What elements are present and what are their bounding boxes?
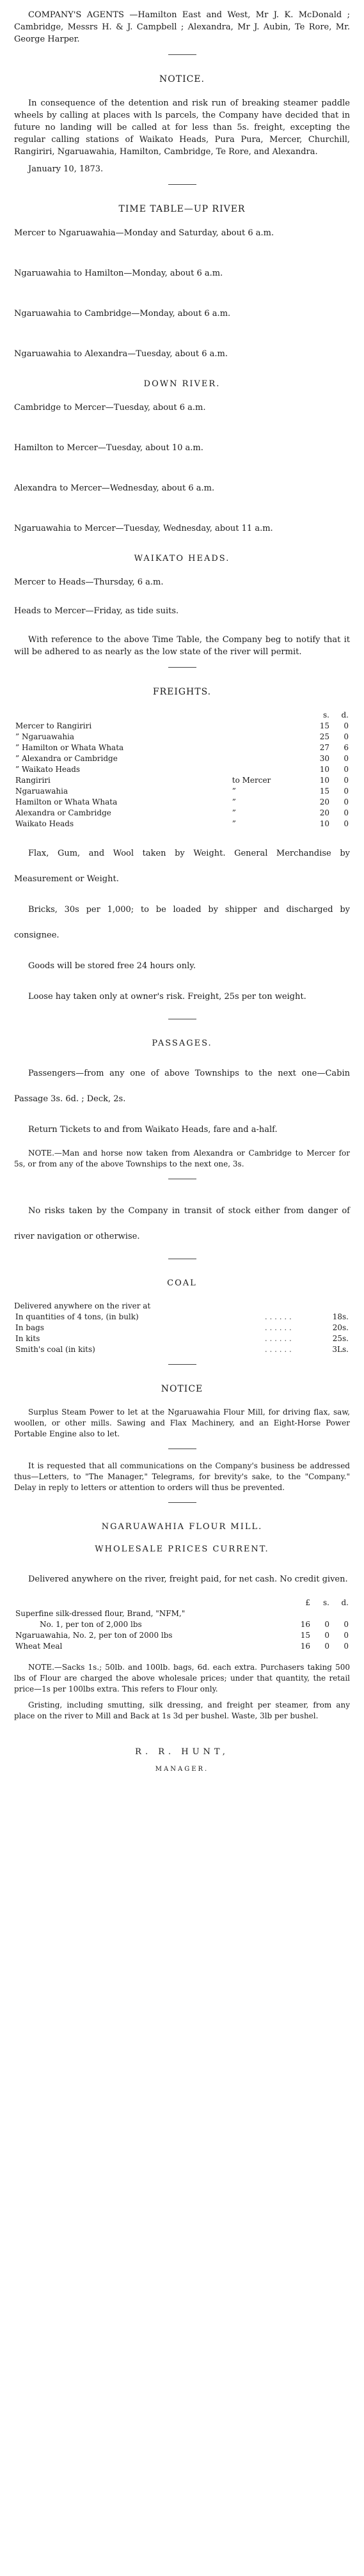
freight-route: Rangiriri [15, 776, 51, 785]
heads-line: Heads to Mercer—Friday, as tide suits. [14, 606, 179, 616]
unit-pence: d. [341, 711, 349, 719]
passages-paragraph: Passengers—from any one of above Townships to the next one—Cabin Passage 3s. 6d. ; Deck, 2s. [14, 1069, 350, 1104]
notice-body: In consequence of the detention and risk run of breaking steamer paddle wheels by calling at places with ls parcels, the Company have decided that in future no landing will be called at for less than 5s. freight, excepting the regular calling stations of Waikato Heads, Pura Pura, Mercer, Churchill, Rangiriri, Ngaruawahia, Hamilton, Cambridge, Te Rore, and Alexandra. [14, 98, 350, 157]
freight-row [14, 819, 350, 829]
mill-title: NGARUAWAHIA FLOUR MILL. [101, 1522, 263, 1532]
freight-route: Alexandra or Cambridge [15, 808, 111, 817]
freight-dest: ” [232, 787, 236, 796]
divider [168, 1364, 196, 1365]
down-line: Hamilton to Mercer—Tuesday, about 10 a.m. [14, 443, 203, 453]
coal-row: Smith's coal (in kits) . . . . . . 3Ls. [15, 1345, 349, 1354]
coal-row: In quantities of 4 tons, (in bulk) . . . . . . 18s. [15, 1312, 349, 1321]
freight-s: 15 [319, 721, 329, 730]
freight-dest [231, 742, 312, 753]
coal-row: In kits . . . . . . 25s. [15, 1334, 349, 1343]
down-river-title: DOWN RIVER. [143, 379, 221, 389]
agents-paragraph: COMPANY'S AGENTS —Hamilton East and West, Mr J. K. McDonald ; Cambridge, Messrs H. & J. Campbell ; Alexandra, Mr J. Aubin, Te Rore, Mr. George Harper. [14, 10, 350, 44]
down-line: Ngaruawahia to Mercer—Tuesday, Wednesday, about 11 a.m. [14, 524, 273, 533]
price-s: 0 [324, 1620, 329, 1629]
freight-route: ” Waikato Heads [15, 765, 81, 774]
freight-d: 0 [344, 754, 349, 763]
price-d: 0 [344, 1642, 349, 1651]
freight-s: 30 [319, 754, 329, 763]
freight-d: 0 [344, 776, 349, 785]
freight-s: 20 [319, 808, 329, 817]
price-row [14, 1641, 350, 1652]
freight-s: 10 [319, 765, 329, 774]
coal-label: In bags [15, 1323, 44, 1332]
freight-dest [231, 732, 312, 742]
divider [168, 667, 196, 668]
sacks-note: NOTE.—Sacks 1s.; 50lb. and 100lb. bags, 6d. each extra. Purchasers taking 500 lbs of Flour are charged the above wholesale prices; under that quantity, the retail price—1s per 100lbs extra. This refers to Flour only. [14, 1663, 350, 1693]
freight-s: 15 [319, 787, 329, 796]
price-l [292, 1608, 312, 1619]
down-line: Cambridge to Mercer—Tuesday, about 6 a.m. [14, 403, 206, 412]
coal-title: COAL [167, 1278, 197, 1288]
gristing-paragraph: Gristing, including smutting, silk dressing, and freight per steamer, from any place on the river to Mill and Back at 1s 3d per bushel. Waste, 3lb per bushel. [14, 1700, 350, 1720]
freight-route: Ngaruawahia [15, 787, 68, 796]
freight-d: 0 [344, 797, 349, 806]
flax-paragraph: Flax, Gum, and Wool taken by Weight. General Merchandise by Measurement or Weight. [14, 849, 350, 884]
price-d: 0 [344, 1620, 349, 1629]
price-d [331, 1608, 350, 1619]
freight-d: 0 [344, 765, 349, 774]
price-l: 16 [300, 1642, 310, 1651]
freight-route: ” Hamilton or Whata Whata [15, 743, 124, 752]
price-unit-row [14, 1598, 350, 1608]
coal-label: In quantities of 4 tons, (in bulk) [15, 1312, 139, 1321]
coal-price: 25s. [332, 1334, 349, 1343]
down-line: Alexandra to Mercer—Wednesday, about 6 a.m. [14, 483, 215, 493]
freight-dest: ” [232, 797, 236, 806]
price-label: Superfine silk-dressed flour, Brand, "NFM," [15, 1609, 186, 1618]
coal-label: Smith's coal (in kits) [15, 1345, 95, 1354]
price-s: 0 [324, 1631, 329, 1640]
passages-title: PASSAGES. [152, 1039, 212, 1048]
freight-d: 0 [344, 721, 349, 730]
freight-d: 0 [344, 787, 349, 796]
notice2-title: NOTICE [161, 1384, 203, 1394]
divider [168, 1502, 196, 1503]
freight-route: ” Ngaruawahia [15, 732, 75, 741]
price-row [14, 1619, 350, 1630]
prices-table [14, 1598, 350, 1652]
signature-role: MANAGER. [155, 1766, 209, 1773]
heads-line: Mercer to Heads—Thursday, 6 a.m. [14, 577, 164, 587]
freight-s: 20 [319, 797, 329, 806]
freights-table [14, 710, 350, 829]
price-row [14, 1630, 350, 1641]
freights-unit-row [14, 710, 350, 721]
price-label: No. 1, per ton of 2,000 lbs [40, 1620, 142, 1629]
freight-row [14, 721, 350, 732]
freight-s: 27 [319, 743, 329, 752]
freight-route: Hamilton or Whata Whata [15, 797, 118, 806]
coal-price: 18s. [332, 1312, 349, 1321]
note-paragraph: NOTE.—Man and horse now taken from Alexandra or Cambridge to Mercer for 5s, or from any of the above Townships to the next one, 3s. [14, 1149, 350, 1168]
freight-d: 6 [344, 743, 349, 752]
freights-title: FREIGHTS. [152, 687, 212, 697]
up-line: Mercer to Ngaruawahia—Monday and Saturday, about 6 a.m. [14, 228, 274, 238]
goods-paragraph: Goods will be stored free 24 hours only. [28, 961, 196, 971]
freight-s: 10 [319, 819, 329, 828]
heads-note: With reference to the above Time Table, the Company beg to notify that it will be adhered to as nearly as the low state of the river will permit. [14, 635, 350, 657]
up-line: Ngaruawahia to Alexandra—Tuesday, about 6 a.m. [14, 349, 228, 359]
notice-title: NOTICE. [159, 74, 205, 84]
freight-dest [231, 764, 312, 775]
freight-row [14, 775, 350, 786]
divider [168, 54, 196, 55]
price-s [312, 1608, 331, 1619]
freight-route: Waikato Heads [15, 819, 74, 828]
prices-intro: Delivered anywhere on the river, freight paid, for net cash. No credit given. [28, 1575, 348, 1584]
unit-shillings: s. [323, 711, 329, 719]
timetable-up-title: TIME TABLE—UP RIVER [118, 204, 246, 214]
coal-price: 3Ls. [332, 1345, 349, 1354]
waikato-heads-title: WAIKATO HEADS. [134, 554, 230, 563]
notice2-body: Surplus Steam Power to let at the Ngaruawahia Flour Mill, for driving flax, saw, woollen, or other mills. Sawing and Flax Machinery, and an Eight-Horse Power Portable Engine also to let. [14, 1408, 350, 1438]
price-d: 0 [344, 1631, 349, 1640]
freight-dest [231, 721, 312, 732]
freight-row [14, 742, 350, 753]
price-s: 0 [324, 1642, 329, 1651]
unit-pounds: £ [305, 1598, 310, 1607]
signature: R. R. HUNT, [135, 1747, 229, 1757]
unit-pence: d. [341, 1598, 349, 1607]
price-l: 16 [300, 1620, 310, 1629]
coal-row: In bags . . . . . . 20s. [15, 1323, 349, 1332]
freight-d: 0 [344, 819, 349, 828]
price-row [14, 1608, 350, 1619]
price-label: Wheat Meal [15, 1642, 63, 1651]
freight-d: 0 [344, 732, 349, 741]
coal-price: 20s. [332, 1323, 349, 1332]
freight-row [14, 797, 350, 808]
freight-dest [231, 753, 312, 764]
coal-label: In kits [15, 1334, 40, 1343]
loose-hay-paragraph: Loose hay taken only at owner's risk. Freight, 25s per ton weight. [28, 992, 306, 1001]
coal-intro: Delivered anywhere on the river at [14, 1301, 151, 1310]
freight-row [14, 732, 350, 742]
price-l: 15 [300, 1631, 310, 1640]
freight-row [14, 808, 350, 819]
freight-dest: to Mercer [232, 776, 271, 785]
freight-dest: ” [232, 808, 236, 817]
freight-row [14, 764, 350, 775]
freight-d: 0 [344, 808, 349, 817]
freight-row [14, 786, 350, 797]
coal-table [14, 1312, 350, 1355]
bricks-paragraph: Bricks, 30s per 1,000; to be loaded by shipper and discharged by consignee. [14, 905, 350, 940]
freight-dest: ” [232, 819, 236, 828]
notice-date: January 10, 1873. [28, 164, 104, 174]
freight-s: 25 [319, 732, 329, 741]
communications-paragraph: It is requested that all communications on the Company's business be addressed thus—Letters, to "The Manager," Telegrams, for brevity's sake, to the "Company." Delay in reply to letters or attention to orders will thus be prevented. [14, 1461, 350, 1492]
up-line: Ngaruawahia to Cambridge—Monday, about 6 a.m. [14, 309, 231, 318]
freight-route: Mercer to Rangiriri [15, 721, 92, 730]
freight-row [14, 753, 350, 764]
unit-shillings: s. [323, 1598, 329, 1607]
freight-route: ” Alexandra or Cambridge [15, 754, 118, 763]
up-line: Ngaruawahia to Hamilton—Monday, about 6 a.m. [14, 269, 223, 278]
return-paragraph: Return Tickets to and from Waikato Heads, fare and a-half. [28, 1125, 278, 1135]
divider [168, 184, 196, 185]
freight-s: 10 [319, 776, 329, 785]
price-label: Ngaruawahia, No. 2, per ton of 2000 lbs [15, 1631, 173, 1640]
risks-paragraph: No risks taken by the Company in transit of stock either from danger of river navigation or otherwise. [14, 1206, 350, 1241]
prices-title: WHOLESALE PRICES CURRENT. [95, 1544, 269, 1554]
